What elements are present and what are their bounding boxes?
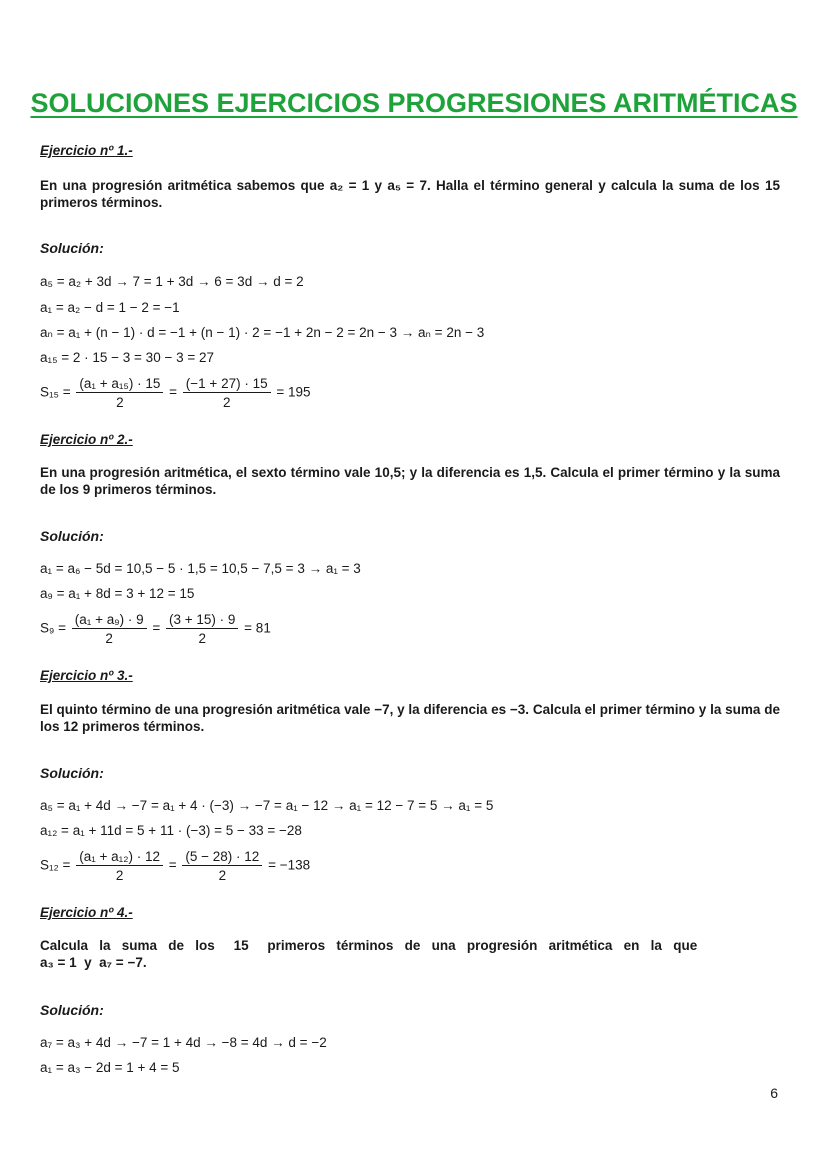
sum-lhs: S₁₂ = xyxy=(40,857,71,873)
exercise-3-step-2: a₁₂ = a₁ + 11d = 5 + 11 · (−3) = 5 − 33 = −28 xyxy=(40,823,302,838)
exercise-3-sum-formula: S₁₂ = $\frac{\text{(a₁ + a₁₂) · 12}}{2}$ = $\frac{(5 - 28) \cdot 12}{2}$ = −138 xyxy=(40,849,311,883)
sum-lhs: S₉ = xyxy=(40,620,66,636)
sum-fraction-values: $\frac{(3 + 15) \cdot 9}{2}$ xyxy=(166,612,238,646)
exercise-1-heading: Ejercicio nº 1.- xyxy=(40,143,133,158)
exercise-4-statement-line-2: a₃ = 1 y a₇ = −7. xyxy=(40,955,147,970)
sum-fraction-general: $\frac{\text{(a₁ + a₉) · 9}}{2}$ xyxy=(72,612,147,646)
exercise-1-statement: En una progresión aritmética sabemos que a₂ = 1 y a₅ = 7. Halla el término general y calcula la suma de los 15 primeros términos. xyxy=(40,178,780,210)
exercise-1-step-3: aₙ = a₁ + (n − 1) · d = −1 + (n − 1) · 2 = −1 + 2n − 2 = 2n − 3 → aₙ = 2n − 3 xyxy=(40,325,485,340)
exercise-3-heading: Ejercicio nº 3.- xyxy=(40,668,133,683)
sum-result: = −138 xyxy=(268,857,311,873)
sum-fraction-general: $\frac{\text{(a₁ + a₁₂) · 12}}{2}$ xyxy=(76,849,163,883)
exercise-3-statement: El quinto término de una progresión aritmética vale −7, y la diferencia es −3. Calcula el primer término y la suma de los 12 primeros términos. xyxy=(40,702,780,734)
page-title: SOLUCIONES EJERCICIOS PROGRESIONES ARITMÉTICAS xyxy=(30,88,798,118)
exercise-1-sum-formula: S₁₅ = $\frac{\text{(a₁ + a₁₅) · 15}}{2}$ = $\frac{(-1 + 27) \cdot 15}{2}$ = 195 xyxy=(40,376,311,410)
exercise-1-step-2: a₁ = a₂ − d = 1 − 2 = −1 xyxy=(40,300,180,315)
exercise-4-statement-line-1: Calcula la suma de los 15 primeros términos de una progresión aritmética en la que xyxy=(40,938,698,953)
sum-result: = 81 xyxy=(244,620,271,636)
exercise-2-statement: En una progresión aritmética, el sexto término vale 10,5; y la diferencia es 1,5. Calcula el primer término y la suma de los 9 primeros términos. xyxy=(40,465,780,497)
exercise-3-solution-label: Solución: xyxy=(40,765,104,781)
exercise-2-solution-label: Solución: xyxy=(40,528,104,544)
exercise-3-step-1: a₅ = a₁ + 4d → −7 = a₁ + 4 · (−3) → −7 = a₁ − 12 → a₁ = 12 − 7 = 5 → a₁ = 5 xyxy=(40,798,494,813)
exercise-4-solution-label: Solución: xyxy=(40,1002,104,1018)
exercise-4-heading: Ejercicio nº 4.- xyxy=(40,905,133,920)
sum-fraction-values: $\frac{(-1 + 27) \cdot 15}{2}$ xyxy=(183,376,271,410)
exercise-4-step-1: a₇ = a₃ + 4d → −7 = 1 + 4d → −8 = 4d → d = −2 xyxy=(40,1035,327,1050)
exercise-1-step-4: a₁₅ = 2 · 15 − 3 = 30 − 3 = 27 xyxy=(40,350,214,365)
exercise-2-heading: Ejercicio nº 2.- xyxy=(40,432,133,447)
exercise-2-step-1: a₁ = a₆ − 5d = 10,5 − 5 · 1,5 = 10,5 − 7,5 = 3 → a₁ = 3 xyxy=(40,561,361,576)
exercise-4-step-2: a₁ = a₃ − 2d = 1 + 4 = 5 xyxy=(40,1060,180,1075)
exercise-1-solution-label: Solución: xyxy=(40,240,104,256)
exercise-2-step-2: a₉ = a₁ + 8d = 3 + 12 = 15 xyxy=(40,586,195,601)
page-number: 6 xyxy=(770,1085,778,1101)
exercise-1-step-1: a₅ = a₂ + 3d → 7 = 1 + 3d → 6 = 3d → d = 2 xyxy=(40,274,304,289)
sum-fraction-general: $\frac{\text{(a₁ + a₁₅) · 15}}{2}$ xyxy=(76,376,163,410)
sum-fraction-values: $\frac{(5 - 28) \cdot 12}{2}$ xyxy=(182,849,262,883)
exercise-2-sum-formula: S₉ = $\frac{\text{(a₁ + a₉) · 9}}{2}$ = $\frac{(3 + 15) \cdot 9}{2}$ = 81 xyxy=(40,612,271,646)
sum-result: = 195 xyxy=(276,384,311,400)
sum-lhs: S₁₅ = xyxy=(40,384,71,400)
